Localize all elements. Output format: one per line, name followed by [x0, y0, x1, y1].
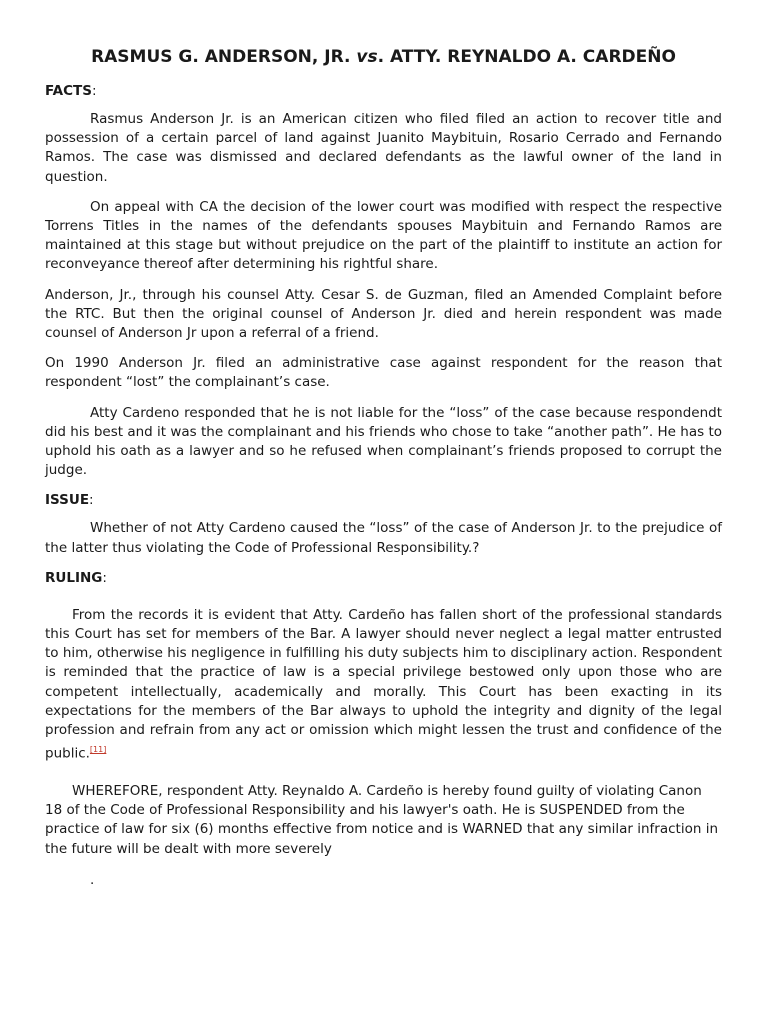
ruling-paragraph-1	[45, 606, 722, 764]
document-page	[45, 44, 722, 890]
facts-heading-label: FACTS	[45, 83, 92, 99]
ruling-paragraph-2: WHEREFORE, respondent Atty. Reynaldo A. Cardeño is hereby found guilty of violating Canon 18 of the Code of Professional Responsibility and his lawyer's oath. He is SUSPENDED from the practice of law for six (6) months effective from notice and is WARNED that any similar infraction in the future will be dealt with more severely	[45, 782, 718, 857]
ruling-paragraph-1-text: From the records it is evident that Atty. Cardeño has fallen short of the professional standards this Court has set for members of the Bar. A lawyer should never neglect a legal matter entrusted to him, otherwise his negligence in fulfilling his duty subjects him to disciplinary action. Respondent is reminded that the practice of law is a special privilege bestowed only upon those who are competent intellectually, academically and morally. This Court has been exacting in its expectations for the members of the Bar always to uphold the integrity and dignity of the legal profession and refrain from any act or omission which might lessen the trust and confidence of the public.	[45, 606, 722, 762]
case-title-part2: . ATTY. REYNALDO A. CARDEÑO	[377, 47, 676, 67]
ruling-heading-label: RULING	[45, 569, 103, 586]
facts-paragraph-1: Rasmus Anderson Jr. is an American citizen who filed filed an action to recover title and possession of a certain parcel of land against Juanito Maybituin, Rosario Cerrado and Fernando Ramos. The case was dismissed and declared defendants as the lawful owner of the land in question.	[45, 111, 722, 185]
issue-paragraph: Whether of not Atty Cardeno caused the “loss” of the case of Anderson Jr. to the prejudice of the latter thus violating the Code of Professional Responsibility.?	[45, 520, 722, 556]
facts-paragraph-4: On 1990 Anderson Jr. filed an administrative case against respondent for the reason that respondent “lost” the complainant’s case.	[45, 355, 722, 391]
facts-paragraph-5: Atty Cardeno responded that he is not liable for the “loss” of the case because respondendt did his best and it was the complainant and his friends who chose to take “another path”. He has to uphold his oath as a lawyer and so he refused when complainant’s friends proposed to corrupt the judge.	[45, 404, 722, 479]
footnote-link[interactable]: [11]	[89, 745, 107, 755]
issue-heading-label: ISSUE	[45, 492, 90, 509]
trailing-mark: .	[90, 871, 95, 888]
case-title	[45, 44, 722, 70]
ruling-heading: RULING:	[45, 569, 107, 586]
facts-paragraph-2: On appeal with CA the decision of the lower court was modified with respect the respective Torrens Titles in the names of the defendants spouses Maybituin and Fernando Ramos are maintained at this stage but without prejudice on the part of the plaintiff to institute an action for reconveyance thereof after determining his rightful share.	[45, 198, 722, 273]
issue-heading: ISSUE:	[45, 492, 94, 509]
facts-heading: FACTS:	[45, 83, 97, 99]
case-title-part1: RASMUS G. ANDERSON, JR.	[91, 47, 357, 67]
case-title-vs: vs	[356, 47, 378, 67]
facts-paragraph-3: Anderson, Jr., through his counsel Atty. Cesar S. de Guzman, filed an Amended Complaint before the RTC. But then the original counsel of Anderson Jr. died and herein respondent was made counsel of Anderson Jr upon a referral of a friend.	[45, 286, 722, 342]
